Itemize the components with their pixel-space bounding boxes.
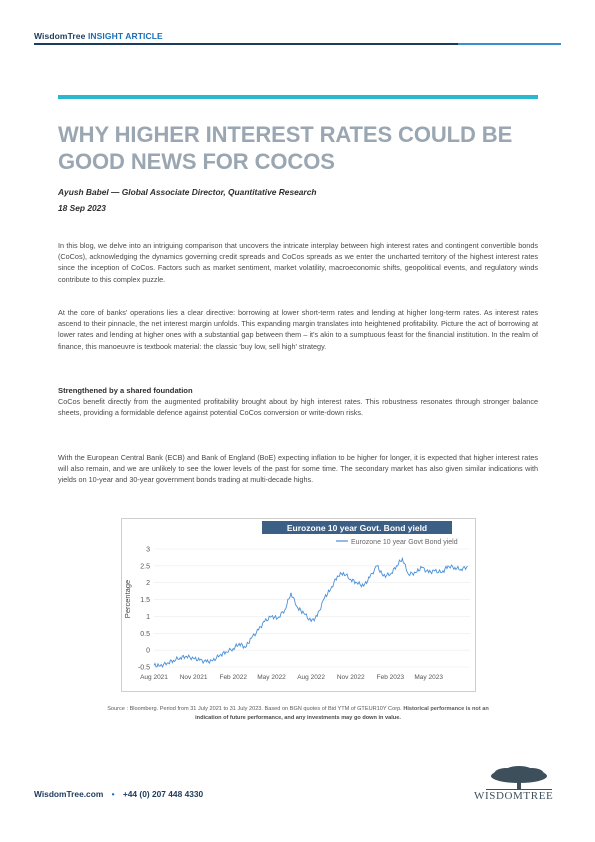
x-tick-label: Feb 2022 (219, 674, 247, 681)
brand-name: WisdomTree (34, 31, 86, 41)
footer-contact (34, 789, 203, 799)
y-axis-label: Percentage (123, 579, 132, 619)
title-accent-bar (58, 95, 538, 99)
paragraph-cocos: CoCos benefit directly from the augmented profitability brought about by high interest rates. This robustness resonates through stronger balance sheets, providing a formidable defence against potential CoCos conversion or write-down risks. (58, 397, 538, 418)
series-line-eurozone-10y (154, 558, 468, 667)
x-tick-label: Aug 2022 (297, 674, 326, 681)
chart-source (58, 704, 538, 714)
x-tick-label: Nov 2021 (179, 674, 208, 681)
article-author: Ayush Babel — Global Associate Director, Quantitative Research (58, 187, 317, 197)
paragraph-ecb: With the European Central Bank (ECB) and Bank of England (BoE) expecting inflation to be higher for longer, it is expected that higher interest rates will also remain, and we are unlikely to see the lower levels of the past for some time. The secondary market has also given similar indications with yields on 10-year and 30-year government bonds trading at multi-decade highs. (58, 453, 538, 485)
disclaimer-part-a: Historical performance is not an (403, 706, 489, 712)
section-label: INSIGHT ARTICLE (87, 31, 163, 41)
y-tick-label: 2.5 (140, 563, 150, 571)
x-tick-label: May 2022 (257, 674, 286, 681)
y-tick-label: 2 (146, 580, 150, 588)
paragraph-banks: At the core of banks' operations lies a clear directive: borrowing at lower short-term rates and lending at higher long-term rates. As interest rates ascend to their pinnacle, the net interest margin unfolds. This expanding margin translates into heightened profitability. Picture the act of borrowing at lower rates and lending at higher ones with a substantial gap between them – it's akin to a sumptuous feast for the financial institution. In the realm of finance, this manoeuvre is textbook material: the classic 'buy low, sell high' strategy. (58, 308, 538, 351)
footer-phone: +44 (0) 207 448 4330 (122, 789, 204, 799)
x-tick-label: Nov 2022 (336, 674, 365, 681)
y-tick-label: 0.5 (140, 630, 150, 638)
header-rule (34, 43, 458, 45)
x-tick-labels (140, 674, 443, 681)
source-text: Source : Bloomberg. Period from 31 July 2021 to 31 July 2023. Based on BGN quotes of Bid YTM of GTEUR10Y Corp. (107, 706, 402, 712)
x-tick-label: Aug 2021 (140, 674, 168, 681)
article-title: WHY HIGHER INTEREST RATES COULD BE GOOD NEWS FOR COCOS (58, 122, 513, 174)
x-tick-label: Feb 2023 (376, 674, 405, 681)
x-tick-label: May 2023 (414, 674, 443, 681)
legend-label: Eurozone 10 year Govt Bond yield (351, 539, 458, 546)
wisdomtree-logo-text: WISDOMTREE (474, 790, 554, 802)
article-date: 18 Sep 2023 (58, 203, 106, 213)
y-tick-label: -0.5 (137, 664, 150, 672)
y-tick-label: 0 (146, 647, 150, 655)
paragraph-intro: In this blog, we delve into an intriguing comparison that uncovers the intricate interplay between high interest rates and contingent convertible bonds (CoCos), acknowledging the dynamics governing credit spreads and CoCos spreads as we enter the uncharted territory of the highest interest rates since the inception of CoCos. Factors such as market sentiment, market volatility, macroeconomic shifts, geopolitical events, and regulatory winds contribute to this complex puzzle. (58, 241, 538, 284)
header-rule-accent (458, 43, 561, 45)
y-tick-label: 3 (146, 546, 150, 554)
footer-separator: • (111, 789, 115, 799)
section-subheading: Strengthened by a shared foundation (58, 386, 193, 395)
footer-website-link[interactable]: WisdomTree.com (34, 789, 104, 799)
chart-canvas (122, 519, 477, 693)
y-tick-labels (138, 547, 150, 672)
y-tick-label: 1.5 (140, 597, 150, 605)
disclaimer-part-b: indication of future performance, and any investments may go down in value. (195, 715, 401, 721)
chart-legend (336, 539, 458, 546)
bond-yield-chart (121, 518, 476, 692)
y-tick-label: 1 (146, 613, 150, 621)
chart-title: Eurozone 10 year Govt. Bond yield (286, 523, 428, 533)
chart-grid (154, 549, 470, 667)
header-brand-line (34, 31, 163, 41)
